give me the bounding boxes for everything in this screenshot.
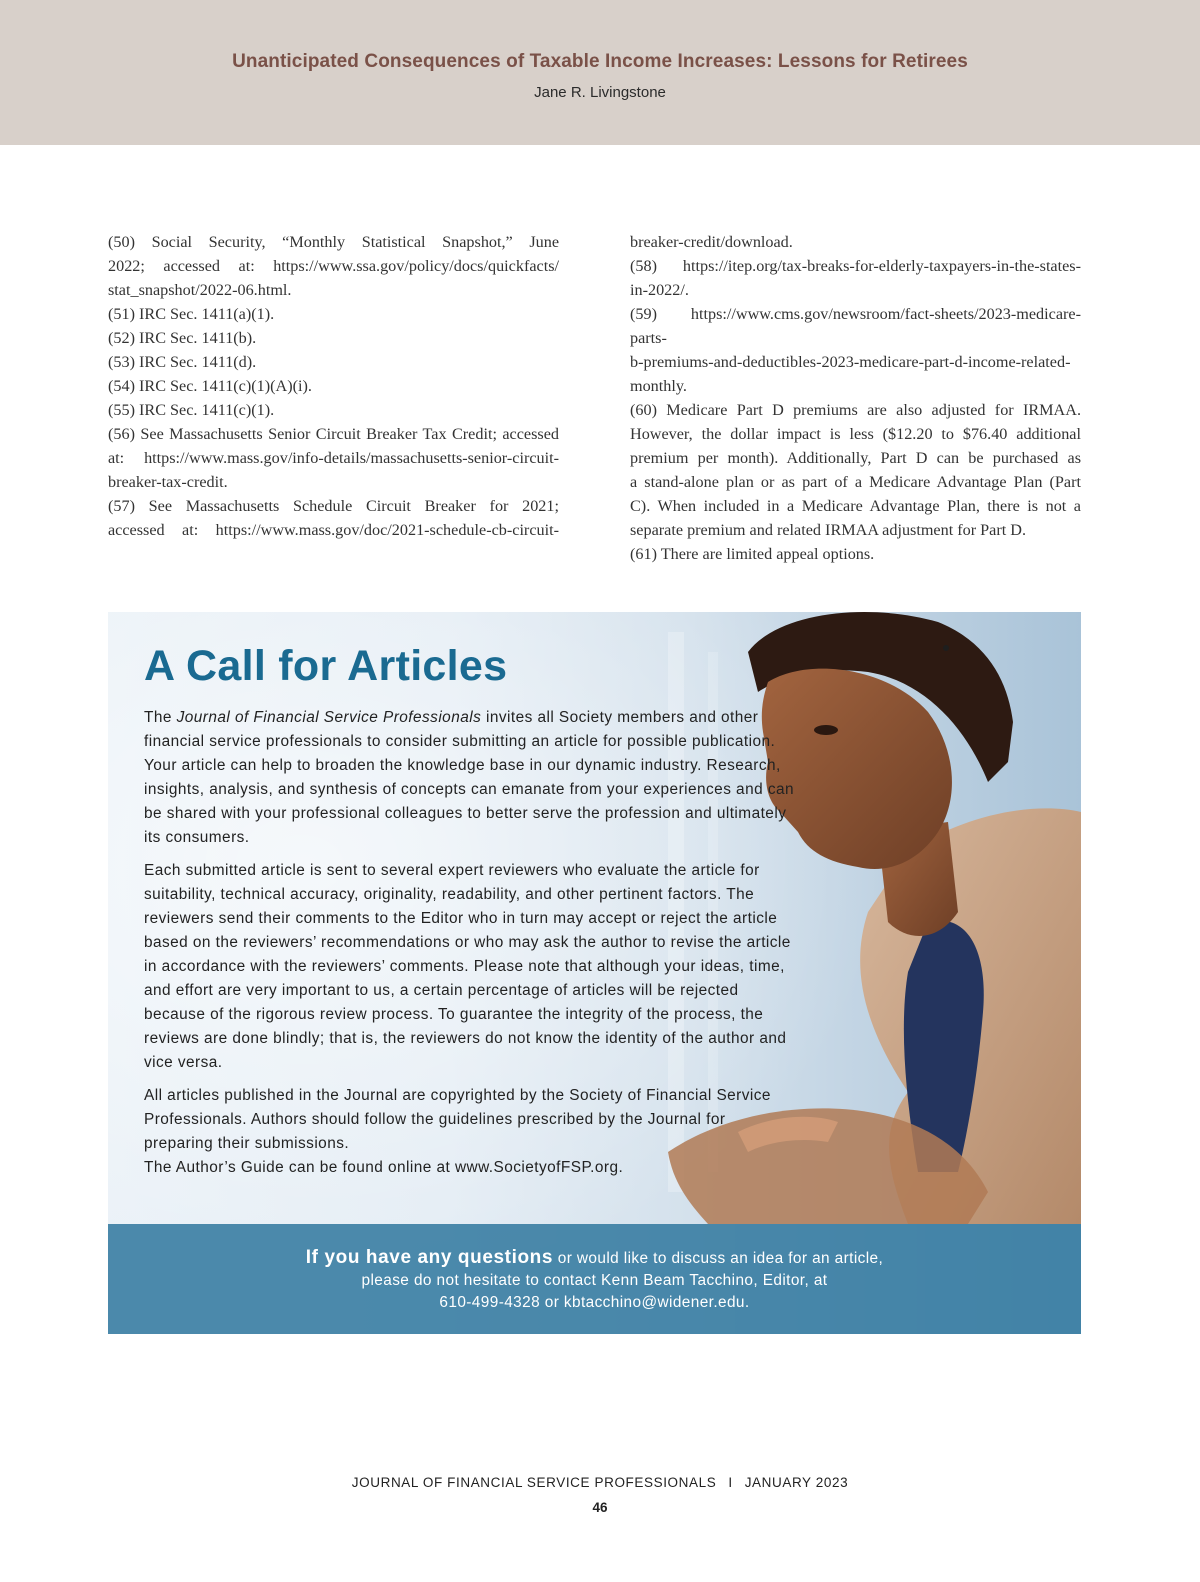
- contact-line-3: 610-499-4328 or kbtacchino@widener.edu.: [439, 1294, 750, 1311]
- reference-line: (57) See Massachusetts Schedule Circuit Breaker for 2021;: [108, 497, 559, 515]
- reference-line: a stand-alone plan or as part of a Medicare Advantage Plan (Part: [630, 473, 1081, 491]
- reference-line: separate premium and related IRMAA adjustment for Part D.: [630, 521, 1027, 539]
- reference-line: 2022; accessed at: https://www.ssa.gov/policy/docs/quickfacts/: [108, 257, 559, 275]
- reference-line: However, the dollar impact is less ($12.20 to $76.40 additional: [630, 425, 1081, 443]
- reference-line: (50) Social Security, “Monthly Statistical Snapshot,” June: [108, 233, 559, 251]
- reference-line: (51) IRC Sec. 1411(a)(1).: [108, 305, 275, 323]
- footer-separator: I: [728, 1475, 733, 1490]
- intro-rest: invites all Society members and other financial service professionals to consider submitting an article for possible publication. Your article can help to broaden the knowledge base in our dynamic industry. Research, insights, analysis, and synthesis of concepts can emanate from your experiences and can be shared with your professional colleagues to better serve the profession and ultimately its consumers.: [144, 709, 794, 846]
- reference-line: at: https://www.mass.gov/info-details/massachusetts-senior-circuit-: [108, 449, 559, 467]
- call-for-articles-body: [144, 706, 799, 1189]
- reference-line: (52) IRC Sec. 1411(b).: [108, 329, 257, 347]
- reference-line: (59) https://www.cms.gov/newsroom/fact-sheets/2023-medicare-parts-: [630, 305, 1081, 347]
- intro-paragraph: [144, 706, 799, 850]
- page-number: 46: [592, 1500, 608, 1515]
- reference-line: C). When included in a Medicare Advantage Plan, there is not a: [630, 497, 1081, 515]
- journal-name: Journal of Financial Service Professionals: [176, 709, 482, 726]
- reference-line: (55) IRC Sec. 1411(c)(1).: [108, 401, 275, 419]
- reference-line: b-premiums-and-deductibles-2023-medicare-part-d-income-related-: [630, 353, 1071, 371]
- footer-journal: JOURNAL OF FINANCIAL SERVICE PROFESSIONALS: [351, 1475, 717, 1490]
- reference-line: breaker-credit/download.: [630, 233, 793, 251]
- contact-line-1-rest: or would like to discuss an idea for an article,: [553, 1250, 884, 1267]
- review-process-paragraph: Each submitted article is sent to several expert reviewers who evaluate the article for suitability, technical accuracy, originality, readability, and other pertinent factors. The reviewers send their comments to the Editor who in turn may accept or reject the article based on the reviewers’ recommendations or who may ask the author to revise the article in accordance with the reviewers’ comments. Please note that although your ideas, time, and effort are very important to us, a certain percentage of articles will be rejected because of the rigorous review process. To guarantee the integrity of the process, the reviews are done blindly; that is, the reviewers do not know the identity of the author and vice versa.: [144, 862, 791, 1071]
- references-right-column: [630, 230, 1081, 566]
- contact-banner: [108, 1224, 1081, 1334]
- reference-line: (58) https://itep.org/tax-breaks-for-elderly-taxpayers-in-the-states-: [630, 257, 1081, 275]
- copyright-text: All articles published in the Journal are copyrighted by the Society of Financial Service Professionals. Authors should follow the guidelines prescribed by the Journal for preparing their submissions.: [144, 1087, 771, 1152]
- call-for-articles-panel: [108, 612, 1081, 1334]
- authors-guide-text: The Author’s Guide can be found online at www.SocietyofFSP.org.: [144, 1159, 624, 1176]
- references-left-column: [108, 230, 559, 542]
- reference-line: premium per month). Additionally, Part D can be purchased as: [630, 449, 1081, 467]
- reference-line: in-2022/.: [630, 281, 689, 299]
- reference-line: breaker-tax-credit.: [108, 473, 228, 491]
- reference-line: (53) IRC Sec. 1411(d).: [108, 353, 257, 371]
- reference-line: stat_snapshot/2022-06.html.: [108, 281, 292, 299]
- call-for-articles-title: A Call for Articles: [144, 642, 508, 690]
- page-footer: [0, 1475, 1200, 1490]
- reference-line: (54) IRC Sec. 1411(c)(1)(A)(i).: [108, 377, 312, 395]
- copyright-paragraph: [144, 1084, 799, 1180]
- article-title: Unanticipated Consequences of Taxable Income Increases: Lessons for Retirees: [232, 51, 968, 72]
- article-author: Jane R. Livingstone: [534, 84, 666, 101]
- contact-line-1: [108, 1247, 1081, 1270]
- contact-heading: If you have any questions: [305, 1247, 554, 1268]
- page-header: [0, 0, 1200, 145]
- reference-line: (56) See Massachusetts Senior Circuit Breaker Tax Credit; accessed: [108, 425, 559, 443]
- reference-line: accessed at: https://www.mass.gov/doc/2021-schedule-cb-circuit-: [108, 521, 559, 539]
- reference-line: monthly.: [630, 377, 687, 395]
- intro-prefix: The: [144, 709, 177, 726]
- contact-line-2: please do not hesitate to contact Kenn Beam Tacchino, Editor, at: [361, 1272, 828, 1289]
- footer-date: JANUARY 2023: [744, 1475, 849, 1490]
- reference-line: (60) Medicare Part D premiums are also adjusted for IRMAA.: [630, 401, 1081, 419]
- reference-line: (61) There are limited appeal options.: [630, 545, 875, 563]
